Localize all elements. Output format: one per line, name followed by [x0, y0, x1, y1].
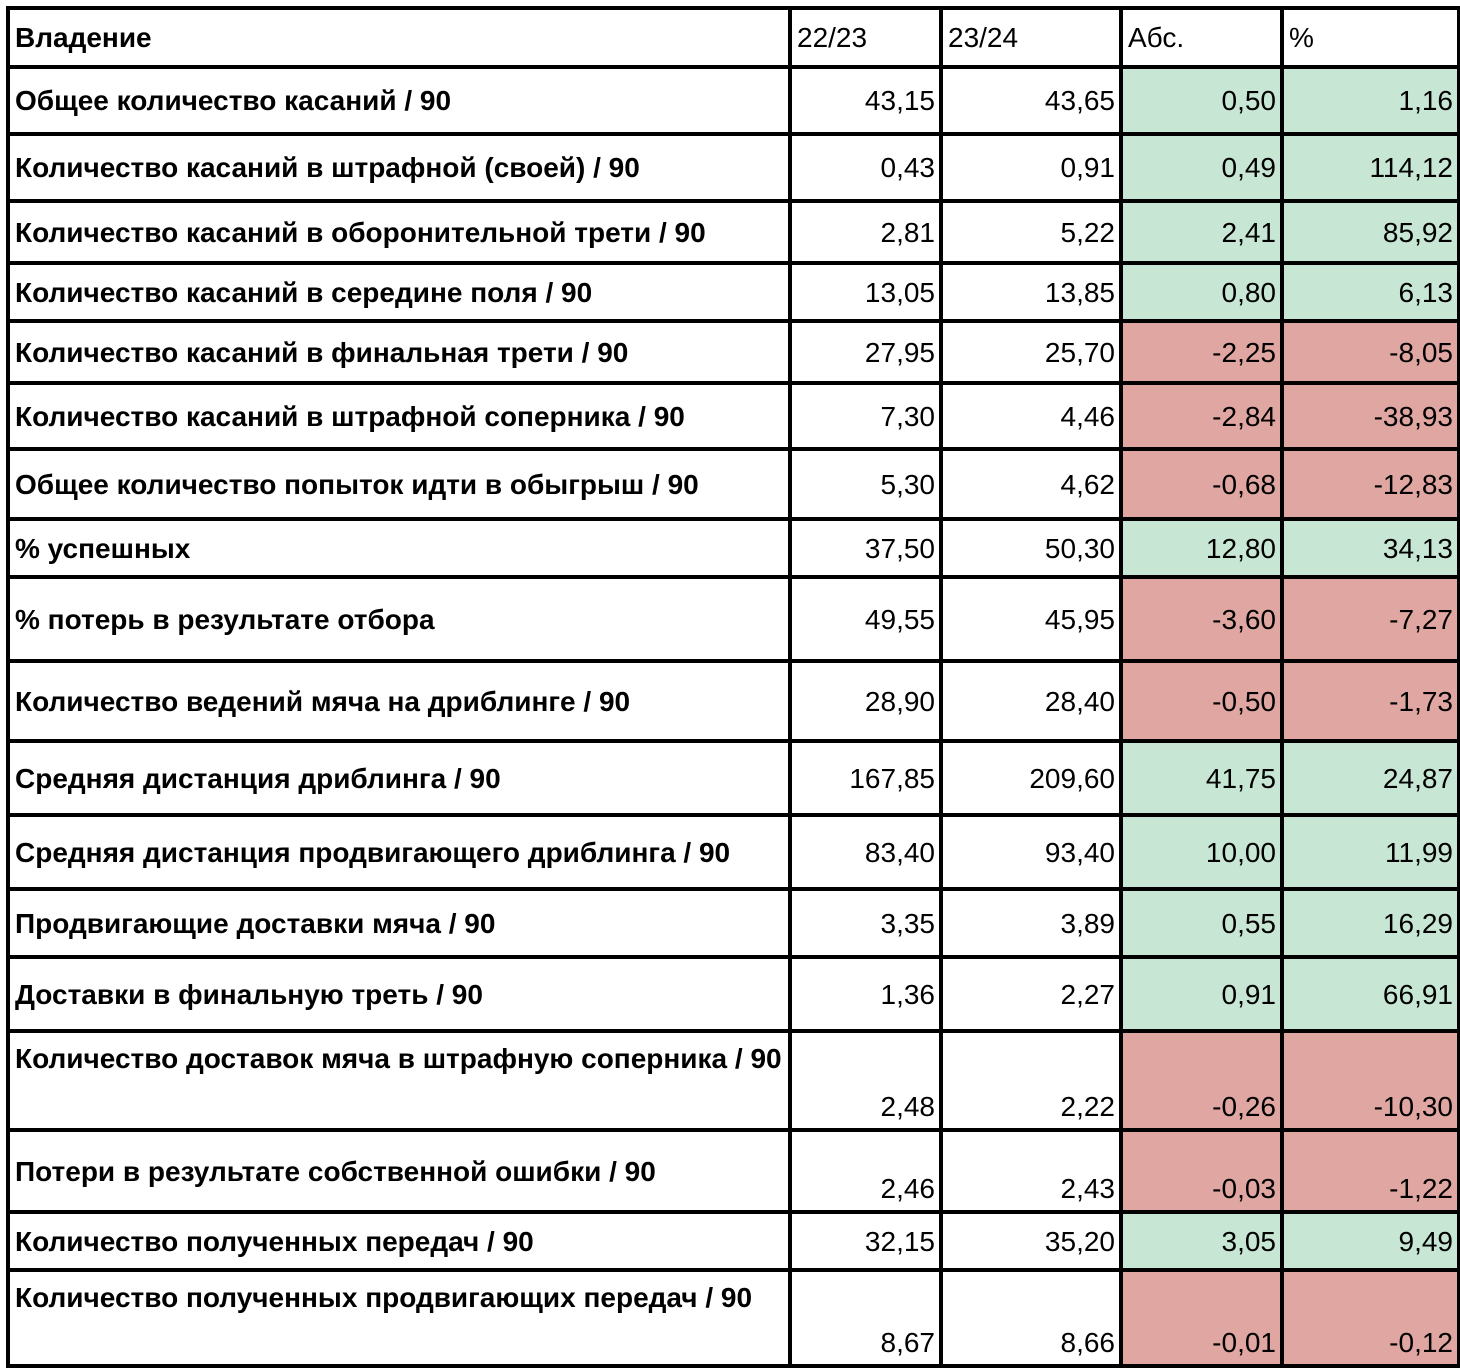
absolute-change: 0,80	[1121, 263, 1282, 321]
value-2223: 2,48	[790, 1031, 941, 1130]
row-label: % потерь в результате отбора	[8, 577, 790, 661]
percent-change: -8,05	[1282, 321, 1459, 383]
table-row	[8, 815, 1459, 889]
value-2223: 83,40	[790, 815, 941, 889]
percent-change: -7,27	[1282, 577, 1459, 661]
table-row	[8, 741, 1459, 815]
value-2223: 28,90	[790, 661, 941, 741]
absolute-change: -0,50	[1121, 661, 1282, 741]
percent-change: 9,49	[1282, 1212, 1459, 1270]
absolute-change: 0,50	[1121, 67, 1282, 134]
table-row	[8, 889, 1459, 957]
absolute-change: 0,55	[1121, 889, 1282, 957]
table-row	[8, 201, 1459, 263]
percent-change: -10,30	[1282, 1031, 1459, 1130]
value-2324: 4,46	[941, 383, 1121, 449]
possession-comparison-table	[6, 6, 1460, 1368]
percent-change: 11,99	[1282, 815, 1459, 889]
value-2223: 37,50	[790, 519, 941, 577]
table-row	[8, 519, 1459, 577]
value-2324: 209,60	[941, 741, 1121, 815]
row-label: Общее количество попыток идти в обыгрыш / 90	[8, 449, 790, 519]
row-label: Количество касаний в оборонительной трети / 90	[8, 201, 790, 263]
value-2324: 45,95	[941, 577, 1121, 661]
absolute-change: 12,80	[1121, 519, 1282, 577]
value-2324: 13,85	[941, 263, 1121, 321]
value-2223: 3,35	[790, 889, 941, 957]
percent-change: -1,22	[1282, 1130, 1459, 1212]
absolute-change: -0,03	[1121, 1130, 1282, 1212]
absolute-change: -0,68	[1121, 449, 1282, 519]
row-label: Продвигающие доставки мяча / 90	[8, 889, 790, 957]
value-2324: 3,89	[941, 889, 1121, 957]
value-2223: 0,43	[790, 134, 941, 201]
value-2324: 2,43	[941, 1130, 1121, 1212]
percent-change: -38,93	[1282, 383, 1459, 449]
value-2324: 2,22	[941, 1031, 1121, 1130]
row-label: Количество полученных продвигающих передач / 90	[8, 1270, 790, 1366]
header-percent-change: %	[1282, 8, 1459, 67]
value-2223: 5,30	[790, 449, 941, 519]
header-season-2324: 23/24	[941, 8, 1121, 67]
absolute-change: 0,91	[1121, 957, 1282, 1031]
absolute-change: 10,00	[1121, 815, 1282, 889]
row-label: Количество ведений мяча на дриблинге / 90	[8, 661, 790, 741]
absolute-change: -2,84	[1121, 383, 1282, 449]
value-2223: 32,15	[790, 1212, 941, 1270]
table-row	[8, 383, 1459, 449]
absolute-change: 3,05	[1121, 1212, 1282, 1270]
row-label: Количество касаний в штрафной (своей) / 90	[8, 134, 790, 201]
row-label: Количество доставок мяча в штрафную соперника / 90	[8, 1031, 790, 1130]
table-row	[8, 957, 1459, 1031]
percent-change: 66,91	[1282, 957, 1459, 1031]
table-row	[8, 321, 1459, 383]
value-2324: 2,27	[941, 957, 1121, 1031]
value-2324: 25,70	[941, 321, 1121, 383]
percent-change: -1,73	[1282, 661, 1459, 741]
percent-change: 16,29	[1282, 889, 1459, 957]
table-row	[8, 1130, 1459, 1212]
header-season-2223: 22/23	[790, 8, 941, 67]
value-2324: 50,30	[941, 519, 1121, 577]
value-2324: 0,91	[941, 134, 1121, 201]
percent-change: -12,83	[1282, 449, 1459, 519]
row-label: Количество полученных передач / 90	[8, 1212, 790, 1270]
value-2223: 167,85	[790, 741, 941, 815]
table-row	[8, 263, 1459, 321]
value-2223: 2,46	[790, 1130, 941, 1212]
row-label: Количество касаний в финальная трети / 90	[8, 321, 790, 383]
value-2223: 2,81	[790, 201, 941, 263]
table-row	[8, 1270, 1459, 1366]
table-row	[8, 1212, 1459, 1270]
table-row	[8, 1031, 1459, 1130]
value-2324: 28,40	[941, 661, 1121, 741]
table-row	[8, 134, 1459, 201]
value-2223: 13,05	[790, 263, 941, 321]
percent-change: 6,13	[1282, 263, 1459, 321]
row-label: Средняя дистанция дриблинга / 90	[8, 741, 790, 815]
value-2223: 1,36	[790, 957, 941, 1031]
absolute-change: 0,49	[1121, 134, 1282, 201]
percent-change: 85,92	[1282, 201, 1459, 263]
row-label: % успешных	[8, 519, 790, 577]
row-label: Общее количество касаний / 90	[8, 67, 790, 134]
row-label: Количество касаний в середине поля / 90	[8, 263, 790, 321]
value-2223: 49,55	[790, 577, 941, 661]
value-2324: 35,20	[941, 1212, 1121, 1270]
absolute-change: 41,75	[1121, 741, 1282, 815]
table-row	[8, 449, 1459, 519]
row-label: Средняя дистанция продвигающего дриблинга / 90	[8, 815, 790, 889]
percent-change: 34,13	[1282, 519, 1459, 577]
absolute-change: -0,01	[1121, 1270, 1282, 1366]
value-2223: 8,67	[790, 1270, 941, 1366]
value-2324: 4,62	[941, 449, 1121, 519]
header-label: Владение	[8, 8, 790, 67]
value-2223: 27,95	[790, 321, 941, 383]
percent-change: 24,87	[1282, 741, 1459, 815]
table-row	[8, 577, 1459, 661]
percent-change: 1,16	[1282, 67, 1459, 134]
header-row	[8, 8, 1459, 67]
row-label: Доставки в финальную треть / 90	[8, 957, 790, 1031]
table-row	[8, 661, 1459, 741]
absolute-change: 2,41	[1121, 201, 1282, 263]
absolute-change: -0,26	[1121, 1031, 1282, 1130]
header-absolute-change: Абс.	[1121, 8, 1282, 67]
value-2223: 43,15	[790, 67, 941, 134]
value-2223: 7,30	[790, 383, 941, 449]
value-2324: 8,66	[941, 1270, 1121, 1366]
percent-change: 114,12	[1282, 134, 1459, 201]
absolute-change: -3,60	[1121, 577, 1282, 661]
value-2324: 43,65	[941, 67, 1121, 134]
table-row	[8, 67, 1459, 134]
value-2324: 5,22	[941, 201, 1121, 263]
percent-change: -0,12	[1282, 1270, 1459, 1366]
absolute-change: -2,25	[1121, 321, 1282, 383]
row-label: Потери в результате собственной ошибки / 90	[8, 1130, 790, 1212]
row-label: Количество касаний в штрафной соперника / 90	[8, 383, 790, 449]
value-2324: 93,40	[941, 815, 1121, 889]
